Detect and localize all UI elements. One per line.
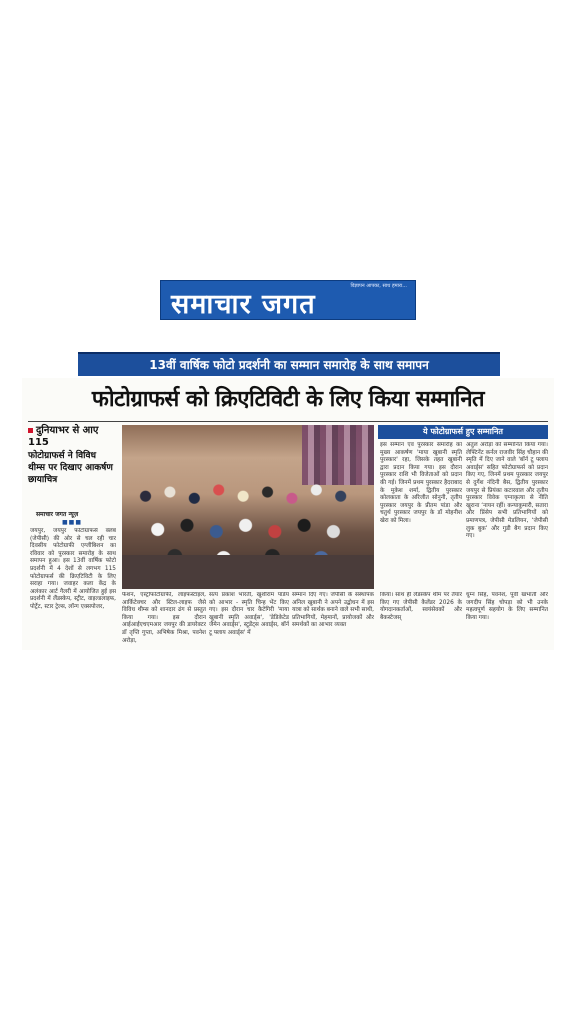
article-column-1: जयपुर, जयपुर फोटोग्राफर्स क्लब (जेपीसी) की ओर से चल रही चार दिवसीय फोटोग्राफी एग्जीबिशन का रविवार को पुरस्कार समारोह के साथ समापन हुआ। इस 13वीं वार्षिक फोटो प्रदर्शनी में 4 देशों से लगभग 115 फोटोग्राफर्स की क्रिएटिविटी के लिए सराहा गया। जवाहर कला केंद्र के अलंकार आर्ट गैलरी में आयोजित हुई इस प्रदर्शनी में लैंडस्केप, स्ट्रीट, वाइल्डलाइफ, पोर्ट्रेट, स्टार ट्रेल्स, लॉन्ग एक्सपोजर, — [30, 528, 116, 610]
article-headline: फोटोग्राफर्स को क्रिएटिविटी के लिए किया सम्मानित — [91, 387, 485, 412]
highlight-box — [28, 425, 116, 507]
masthead-tagline: विज्ञापन आपका, साथ हमारा... — [350, 283, 407, 289]
article-column-5: इस सम्मान एवं पुरस्कार समारोह का मुख्य आकर्षण 'माया खुबानी स्मृति पुरस्कार' रहा, जिसके तहत खुबानी द्वारा प्रदान किया गया। इस दौरान पुरस्कार राशि भी विजेताओं को प्रदान की गई। जिनमें प्रथम पुरस्कार हैदराबाद के मुकेश शर्मा, द्वितीय पुरस्कार कोलकाता के अरिजीत सोनुनी, तृतीय पुरस्कार जयपुर के प्रीतम पांडा और चतुर्थ पुरस्कार जयपुर के डॉ मोहनीश खेरा को मिला। — [380, 442, 462, 524]
photo-crowd — [126, 465, 370, 569]
article-column-3: सत्य प्रकाश भारती, खुशीराम पांडेय को आभार - स्मृति चिन्ह भेंट किए गए। इस दौरान चार कैटेगिरी 'माया खुबानी स्मृति अवार्ड्स', 'डेडिकेटेड जैमेन अवार्ड्स', स्टूडेंट्स अवार्ड्स, बॉर्न टू फ्लाय अवार्ड्स' में — [209, 592, 289, 636]
headline-rule — [28, 421, 548, 422]
article-column-8: धुम्न सिंह, पवनेश, पूर्वी खंभाती और जगदीप सिंह चोपड़ा को भी उनके महत्वपूर्ण सहयोग के लिए सम्मानित किया गया। — [466, 592, 548, 621]
section-banner — [78, 352, 500, 376]
photo-floor — [122, 555, 374, 589]
banner-text: 13वीं वार्षिक फोटो प्रदर्शनी का सम्मान समारोह के साथ समापन — [149, 358, 429, 372]
article-column-4: सम्मान दिए गए। जेपीसी के संस्थापक अनिल खुबानी ने अपने उद्बोधन में इस यात्रा को सार्थक बनाने वाले सभी साथी, प्रतिभागियों, मेहमानों, प्रायोजकों और समर्थकों का आभार व्यक्त — [292, 592, 374, 629]
awards-infobox-title: ये फोटोग्राफर्स हुए सम्मानित — [423, 427, 503, 436]
awards-infobox-header — [378, 425, 548, 439]
highlight-subhead: फोटोग्राफर्स ने विविध थीम्स पर दिखाए आकर्षण छायाचित्र — [28, 451, 113, 485]
highlight-kicker-text: दुनियाभर से आए 115 — [28, 425, 99, 448]
article-column-2: फैशन, एस्ट्रोफोटोग्राफी, लाइफस्टाइल, आर्किटेक्चर और स्टिल-लाइफ जैसे विविध थीम्स को शानदार ढंग से प्रस्तुत किया गया। इस दौरान आईआईएचएमआर जयपुर की डायरेक्टर डॉ तृप्ति गुप्ता, अभिषेक मिश्रा, पवनेश अरोड़ा, — [122, 592, 206, 644]
highlight-kicker — [28, 425, 116, 449]
dots-divider-icon: ■■■ — [62, 519, 83, 526]
byline: समाचार जगत न्यूज़ — [36, 511, 79, 518]
article-column-6: अतुल अरोड़ा को सम्मानित किया गया। लेफ्टिनेंट कर्नल राजवीर सिंह चौहान की स्मृति में दिए जाने वाले 'बॉर्न टू फ्लाय अवार्ड्स' सहित फोटोग्राफर्स को प्रदान किए गए, जिनमें प्रथम पुरस्कार जयपुर से दुर्गेश नंदिनी बैस, द्वितीय पुरस्कार जयपुर से प्रियंका कटारवाल और तृतीय पुरस्कार विवेक एग्नाकृत्या से नीति खुराना ‘नायन रहीं। कन्याकुमारी, सतारा और प्रिंसेप सभी प्रतिभागियों को प्रमाणपत्र, जेपीसी मेडलियन, ‘जेपीसी लुक बुक’ और गुडी बैग प्रदान किए गए। — [466, 442, 548, 540]
red-square-icon — [28, 428, 33, 433]
article-column-7: किया। साथ ही लैंडस्केप थीम पर तैयार किए गए जेपीसी कैलेंडर 2026 के योगदानकर्ताओं, स्वयंसेवकों और बैकस्टेजस् — [380, 592, 462, 621]
group-photo — [122, 425, 374, 589]
masthead-title: समाचार जगत — [171, 289, 316, 320]
newspaper-masthead — [160, 280, 416, 320]
